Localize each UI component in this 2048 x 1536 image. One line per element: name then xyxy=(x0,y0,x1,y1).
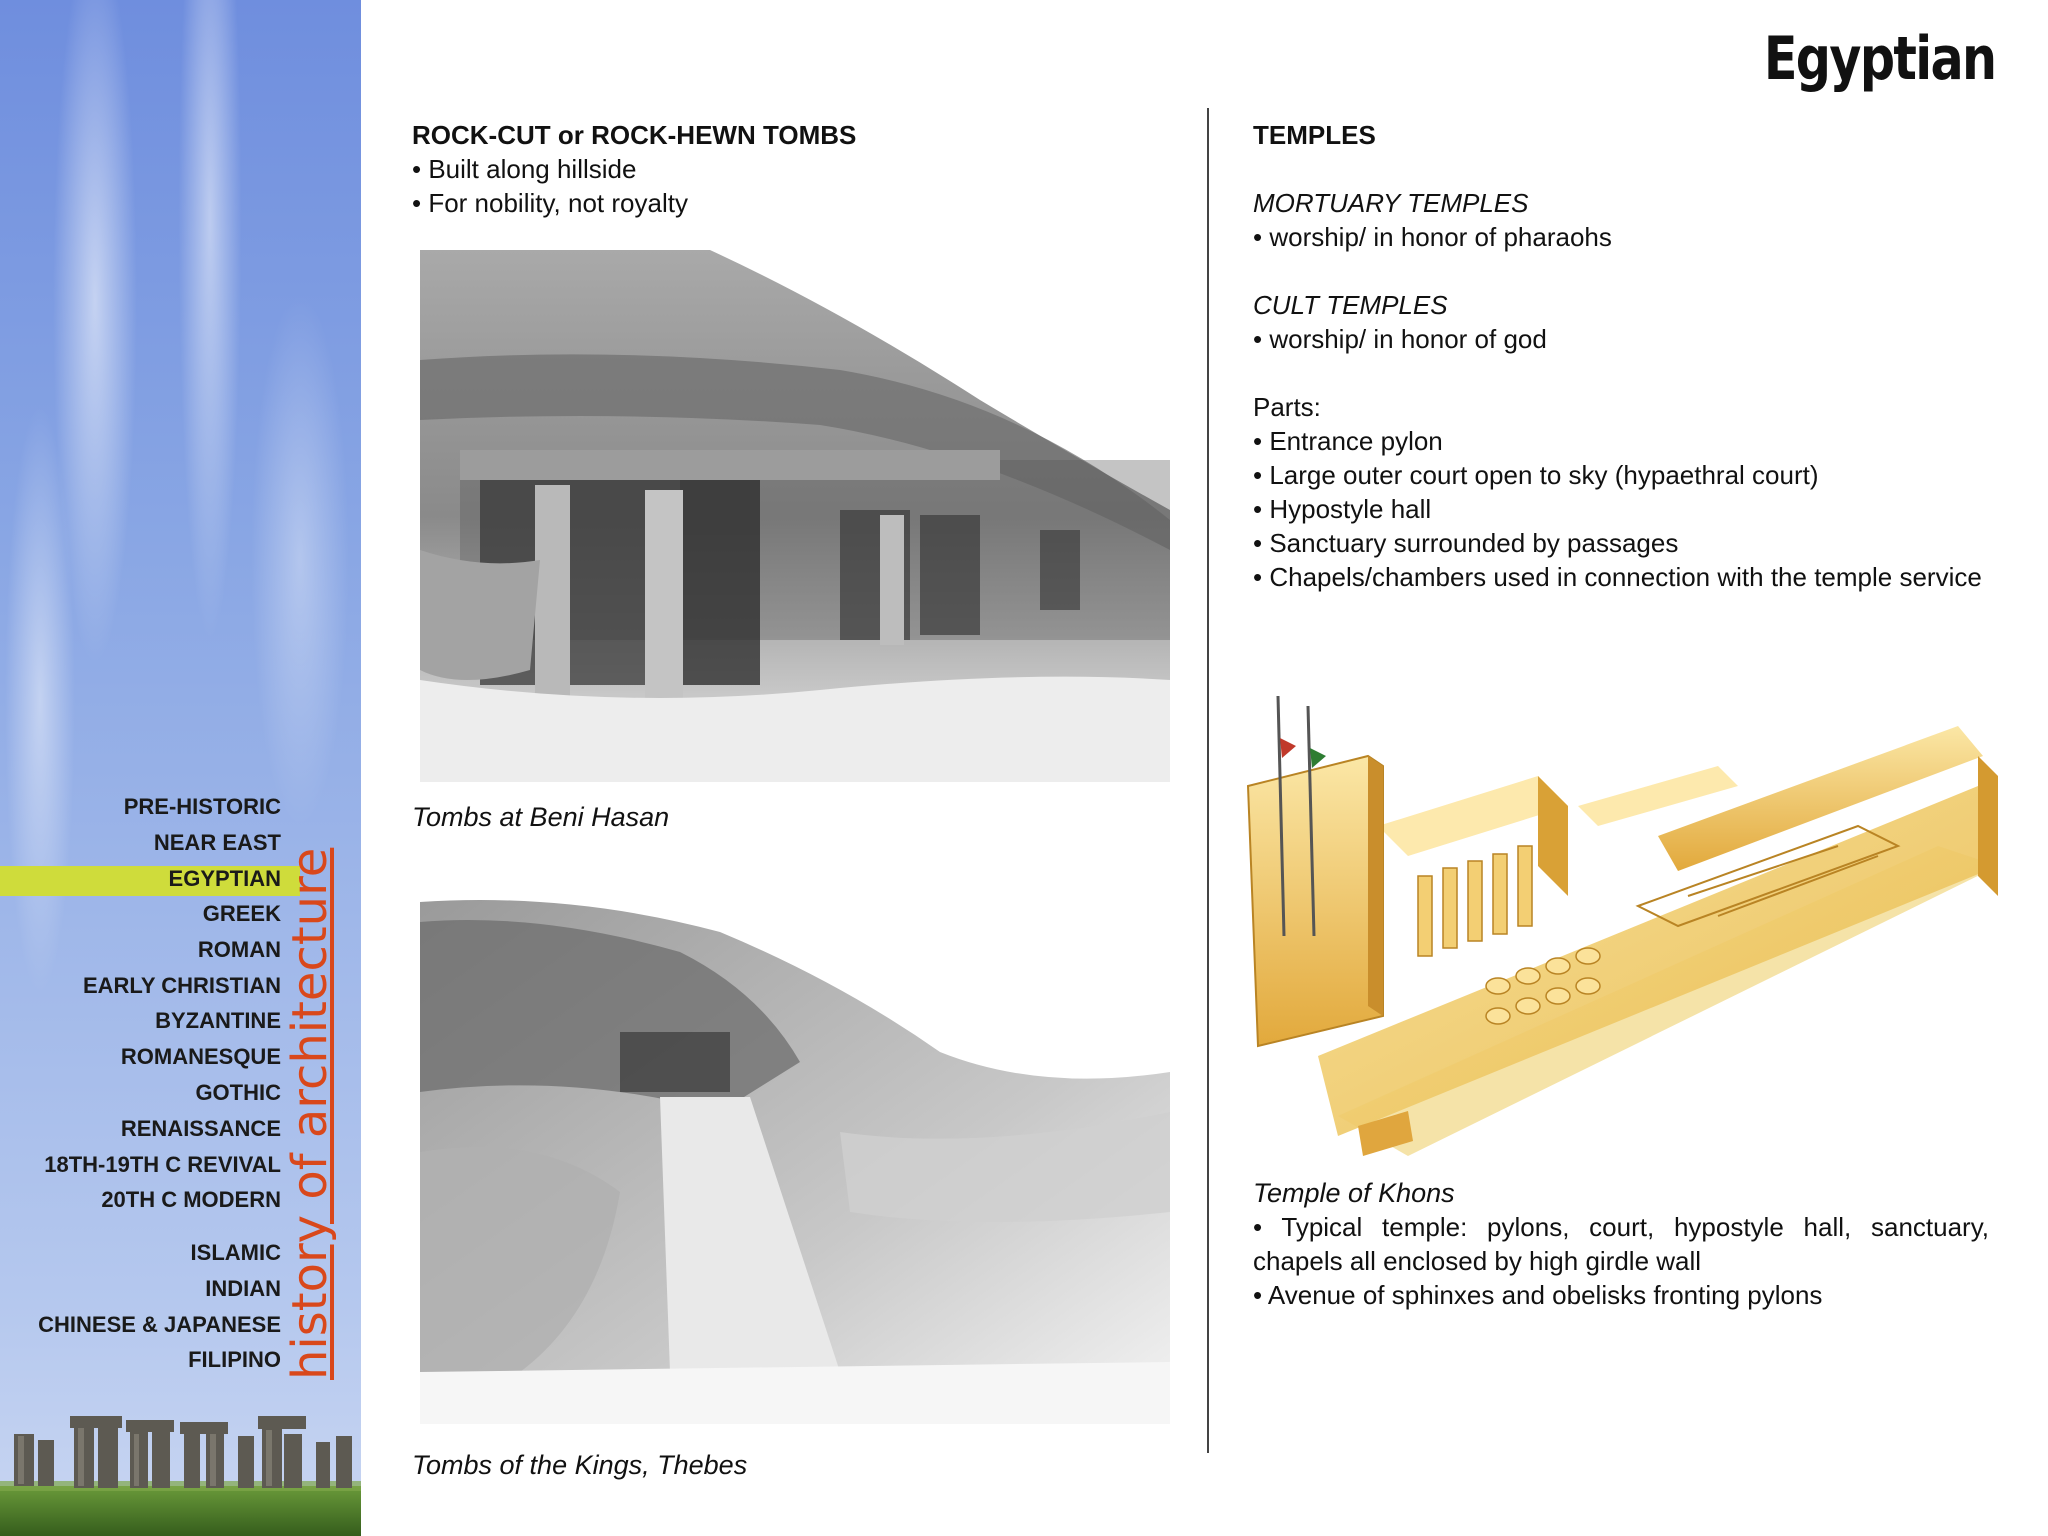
parts-item: • Entrance pylon xyxy=(1253,426,1443,456)
nav-item-chinese-japanese[interactable]: CHINESE & JAPANESE xyxy=(38,1312,281,1337)
nav-item-near-east[interactable]: NEAR EAST xyxy=(153,830,281,855)
column-divider xyxy=(1207,108,1209,1453)
nav-item-roman[interactable]: ROMAN xyxy=(197,937,281,962)
parts-item: • Large outer court open to sky (hypaethral court) xyxy=(1253,460,1819,490)
parts-item: • Sanctuary surrounded by passages xyxy=(1253,528,1679,558)
nav-item-filipino[interactable]: FILIPINO xyxy=(188,1347,281,1372)
tombs-heading: ROCK-CUT or ROCK-HEWN TOMBS xyxy=(412,120,857,150)
tombs-bullet-1: • Built along hillside xyxy=(412,154,637,184)
tombs-of-kings-caption: Tombs of the Kings, Thebes xyxy=(412,1450,748,1480)
nav-item-islamic[interactable]: ISLAMIC xyxy=(190,1240,281,1265)
nav-item-early-christian[interactable]: EARLY CHRISTIAN xyxy=(82,973,281,998)
parts-item: • Hypostyle hall xyxy=(1253,494,1432,524)
temple-note: • Typical temple: pylons, court, hypostyle hall, sanctuary, chapels all enclosed by high girdle wall xyxy=(1253,1212,1989,1276)
nav-item-greek[interactable]: GREEK xyxy=(202,901,281,926)
page-title: Egyptian xyxy=(1763,24,1995,94)
nav-item-18th-19th-c-revival[interactable]: 18TH-19TH C REVIVAL xyxy=(44,1152,281,1177)
temple-of-khons-caption: Temple of Khons xyxy=(1253,1178,1455,1208)
tombs-bullet-2: • For nobility, not royalty xyxy=(412,188,688,218)
temple-khons-section xyxy=(1253,1176,1989,1312)
beni-hasan-caption: Tombs at Beni Hasan xyxy=(412,802,670,832)
stonehenge-image xyxy=(0,1386,361,1536)
nav-item-renaissance[interactable]: RENAISSANCE xyxy=(120,1116,281,1141)
mortuary-temples-bullet: • worship/ in honor of pharaohs xyxy=(1253,222,1612,252)
nav-item-byzantine[interactable]: BYZANTINE xyxy=(155,1008,281,1033)
nav-item-egyptian[interactable]: EGYPTIAN xyxy=(168,866,281,891)
nav-item-pre-historic[interactable]: PRE-HISTORIC xyxy=(123,794,281,819)
mortuary-temples-title: MORTUARY TEMPLES xyxy=(1253,188,1529,218)
tombs-section xyxy=(412,118,856,220)
nav-item-indian[interactable]: INDIAN xyxy=(205,1276,281,1301)
beni-hasan-tombs-photo xyxy=(420,250,1170,782)
parts-label: Parts: xyxy=(1253,392,1321,422)
temples-heading: TEMPLES xyxy=(1253,120,1376,150)
temple-of-khons-illustration xyxy=(1238,696,2002,1166)
temple-note: • Avenue of sphinxes and obelisks fronting pylons xyxy=(1253,1280,1823,1310)
tombs-of-kings-photo xyxy=(420,892,1170,1424)
temples-section xyxy=(1253,118,1989,594)
nav-item-romanesque[interactable]: ROMANESQUE xyxy=(120,1044,281,1069)
parts-item: • Chapels/chambers used in connection with the temple service xyxy=(1253,562,1982,592)
cult-temples-bullet: • worship/ in honor of god xyxy=(1253,324,1547,354)
vertical-site-title: history of architecture xyxy=(282,847,338,1380)
cult-temples-title: CULT TEMPLES xyxy=(1253,290,1448,320)
sidebar xyxy=(0,0,361,1536)
nav-item-20th-c-modern[interactable]: 20TH C MODERN xyxy=(101,1187,281,1212)
nav-item-gothic[interactable]: GOTHIC xyxy=(195,1080,281,1105)
